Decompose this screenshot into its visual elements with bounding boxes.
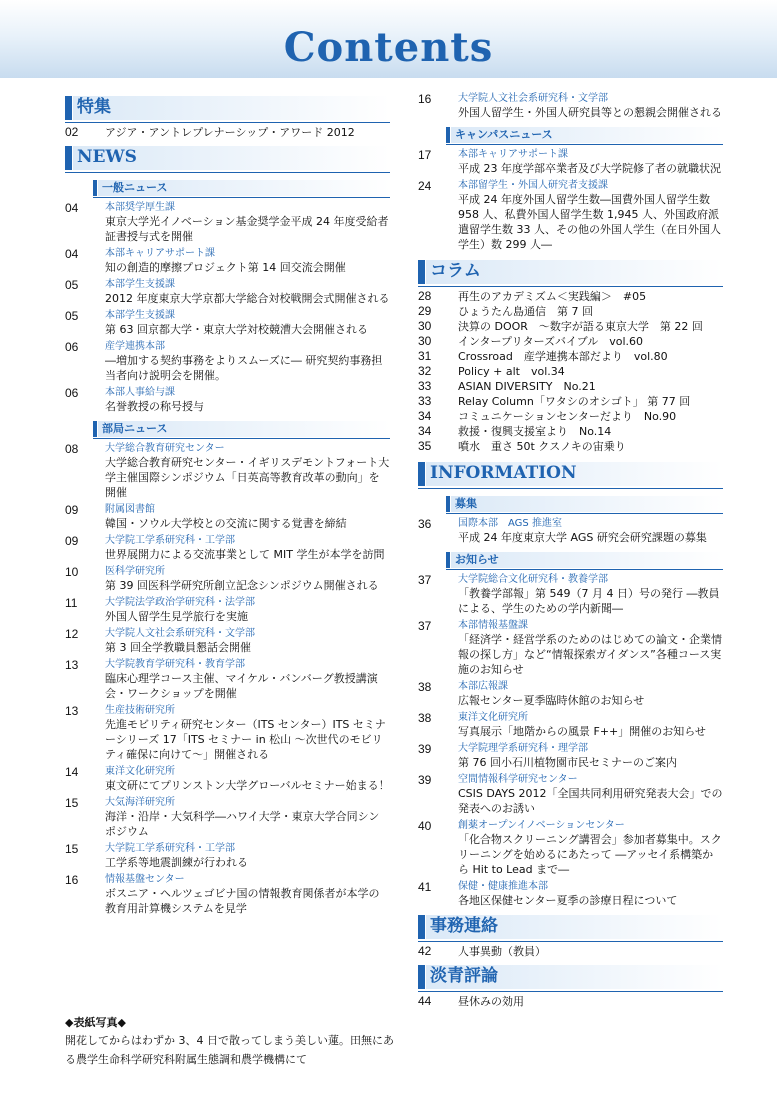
entry-title: 噴水 重さ 50t クスノキの宙乗り <box>458 440 626 453</box>
section-column <box>418 256 723 287</box>
tokushu-list <box>65 125 390 140</box>
page-number: 10 <box>65 565 79 579</box>
page-number: 06 <box>65 386 79 400</box>
page-number: 02 <box>65 125 79 139</box>
toc-entry <box>418 819 723 877</box>
subsection-general-news <box>93 179 390 198</box>
department-label: 本部情報基盤課 <box>458 620 528 631</box>
entry-title: 第 63 回京都大学・東京大学対校競漕大会開催される <box>105 323 368 336</box>
toc-entry <box>418 944 723 959</box>
entry-title: 東文研にてプリンストン大学グローバルセミナー始まる！ <box>105 779 390 792</box>
page-title: Contents <box>283 24 494 71</box>
entry-title: 「化合物スクリーニング講習会」参加者募集中。スクリーニングを始めるにあたって ―アッセイ系構築から Hit to Lead まで― <box>458 833 722 876</box>
right-top-list <box>418 92 723 120</box>
department-label: 大学院工学系研究科・工学部 <box>105 843 235 854</box>
entry-title: 救援・復興支援室より No.14 <box>458 425 612 438</box>
cover-photo-note <box>65 1015 395 1069</box>
department-label: 大学院工学系研究科・工学部 <box>105 535 235 546</box>
entry-title: 韓国・ソウル大学校との交流に関する覚書を締結 <box>105 517 347 530</box>
toc-entry <box>65 842 390 870</box>
department-label: 本部キャリアサポート課 <box>458 149 568 160</box>
entry-title: 平成 24 年度東京大学 AGS 研究会研究課題の募集 <box>458 531 707 544</box>
entry-title: 東京大学光イノベーション基金奨学金平成 24 年度受給者証書授与式を開催 <box>105 215 389 243</box>
page-number: 12 <box>65 627 79 641</box>
section-heading: INFORMATION <box>430 463 577 483</box>
entry-title: 名誉教授の称号授与 <box>105 400 204 413</box>
section-heading: 事務連絡 <box>430 916 498 936</box>
toc-entry <box>65 278 390 306</box>
page-number: 30 <box>418 334 432 348</box>
page-number: 09 <box>65 534 79 548</box>
department-label: 空間情報科学研究センター <box>458 774 578 785</box>
section-news <box>65 142 390 173</box>
toc-entry <box>65 534 390 562</box>
jimu-list <box>418 944 723 959</box>
entry-title: 2012 年度東京大学京都大学総合対校戦開会式開催される <box>105 292 390 305</box>
department-label: 大学院教育学研究科・教育学部 <box>105 659 245 670</box>
entry-title: 海洋・沿岸・大気科学―ハワイ大学・東京大学合同シンポジウム <box>105 810 380 838</box>
entry-title: 先進モビリティ研究センター（ITS センター）ITS セミナーシリーズ 17「ITS セミナー in 松山 ～次世代のモビリティ確保に向けて～」開催される <box>105 718 386 761</box>
page-number: 16 <box>65 873 79 887</box>
toc-entry <box>418 439 723 454</box>
toc-entry <box>418 349 723 364</box>
subsection-heading: お知らせ <box>455 553 499 566</box>
bukyoku-news-list <box>65 442 390 916</box>
entry-title: 昼休みの効用 <box>458 995 524 1008</box>
section-sekisei <box>418 961 723 992</box>
toc-entry <box>418 92 723 120</box>
subsection-heading: キャンパスニュース <box>455 128 553 141</box>
subsection-boshu <box>446 495 723 514</box>
section-jimu <box>418 911 723 942</box>
toc-entry <box>418 680 723 708</box>
department-label: 大学総合教育研究センター <box>105 443 225 454</box>
entry-title: Crossroad 産学連携本部だより vol.80 <box>458 350 668 363</box>
department-label: 東洋文化研究所 <box>105 766 175 777</box>
toc-entry <box>65 704 390 762</box>
subsection-campus-news <box>446 126 723 145</box>
department-label: 産学連携本部 <box>105 341 165 352</box>
toc-entry <box>418 994 723 1009</box>
department-label: 大学院人文社会系研究科・文学部 <box>458 93 608 104</box>
toc-entry <box>418 742 723 770</box>
entry-title: 世界展開力による交流事業として MIT 学生が本学を訪問 <box>105 548 385 561</box>
toc-entry <box>418 711 723 739</box>
page-number: 39 <box>418 742 432 756</box>
toc-entry <box>65 765 390 793</box>
page-number: 42 <box>418 944 432 958</box>
department-label: 本部学生支援課 <box>105 310 175 321</box>
toc-entry <box>418 773 723 816</box>
page-number: 39 <box>418 773 432 787</box>
page-number: 06 <box>65 340 79 354</box>
subsection-oshirase <box>446 551 723 570</box>
sekisei-list <box>418 994 723 1009</box>
subsection-heading: 一般ニュース <box>102 181 168 194</box>
entry-title: 平成 23 年度学部卒業者及び大学院修了者の就職状況 <box>458 162 721 175</box>
toc-entry <box>418 573 723 616</box>
toc-entry <box>418 148 723 176</box>
entry-title: 外国人留学生・外国人研究員等との懇親会開催される <box>458 106 722 119</box>
toc-entry <box>65 796 390 839</box>
page-number: 16 <box>418 92 432 106</box>
page-number: 28 <box>418 289 432 303</box>
page-number: 34 <box>418 424 432 438</box>
page-number: 33 <box>418 379 432 393</box>
page-number: 38 <box>418 711 432 725</box>
page-number: 32 <box>418 364 432 378</box>
toc-entry <box>65 386 390 414</box>
column-list <box>418 289 723 454</box>
page-number: 37 <box>418 619 432 633</box>
entry-title: アジア・アントレプレナーシップ・アワード 2012 <box>105 126 355 139</box>
page-number: 36 <box>418 517 432 531</box>
section-heading: NEWS <box>77 147 137 167</box>
section-heading: 特集 <box>77 97 111 117</box>
toc-entry <box>418 289 723 304</box>
department-label: 情報基盤センター <box>105 874 185 885</box>
department-label: 大気海洋研究所 <box>105 797 175 808</box>
entry-title: 広報センター夏季臨時休館のお知らせ <box>458 694 645 707</box>
department-label: 国際本部 AGS 推進室 <box>458 518 562 529</box>
left-column <box>65 92 390 919</box>
toc-entry <box>65 627 390 655</box>
toc-entry <box>418 409 723 424</box>
department-label: 保健・健康推進本部 <box>458 881 548 892</box>
entry-title: 写真展示「地階からの風景 F++」開催のお知らせ <box>458 725 706 738</box>
toc-entry <box>65 658 390 701</box>
page-number: 29 <box>418 304 432 318</box>
page-number: 40 <box>418 819 432 833</box>
toc-entry <box>418 179 723 252</box>
entry-title: 平成 24 年度外国人留学生数―国費外国人留学生数 958 人、私費外国人留学生数 1,945 人、外国政府派遣留学生数 33 人、その他の外国人学生（在日外国人学生）数 299 人― <box>458 193 721 251</box>
subsection-heading: 部局ニュース <box>102 422 168 435</box>
oshirase-list <box>418 573 723 908</box>
page-number: 30 <box>418 319 432 333</box>
section-heading: 淡青評論 <box>430 966 498 986</box>
section-information <box>418 458 723 489</box>
entry-title: 工学系等地震訓練が行われる <box>105 856 248 869</box>
entry-title: 第 39 回医科学研究所創立記念シンポジウム開催される <box>105 579 379 592</box>
toc-entry <box>65 596 390 624</box>
section-tokushu <box>65 92 390 123</box>
page-number: 15 <box>65 796 79 810</box>
entry-title: 人事異動（教員） <box>458 945 546 958</box>
section-heading: コラム <box>430 261 481 281</box>
subsection-heading: 募集 <box>455 497 477 510</box>
department-label: 大学院理学系研究科・理学部 <box>458 743 588 754</box>
campus-news-list <box>418 148 723 252</box>
toc-entry <box>418 619 723 677</box>
toc-entry <box>418 517 723 545</box>
subsection-bukyoku-news <box>93 420 390 439</box>
department-label: 創薬オープンイノベーションセンター <box>458 820 625 831</box>
toc-entry <box>65 503 390 531</box>
entry-title: 第 76 回小石川植物園市民セミナーのご案内 <box>458 756 677 769</box>
page-number: 44 <box>418 994 432 1008</box>
department-label: 東洋文化研究所 <box>458 712 528 723</box>
entry-title: 「教養学部報」第 549（7 月 4 日）号の発行 ―教員による、学生のための学内新聞― <box>458 587 720 615</box>
entry-title: 大学総合教育研究センター・イギリスデモントフォート大学主催国際シンポジウム「日英高等教育改革の動向」を開催 <box>105 456 390 499</box>
toc-entry <box>418 424 723 439</box>
department-label: 医科学研究所 <box>105 566 165 577</box>
general-news-list <box>65 201 390 414</box>
page-number: 04 <box>65 201 79 215</box>
entry-title: 再生のアカデミズム＜実践編＞ #05 <box>458 290 647 303</box>
department-label: 附属図書館 <box>105 504 155 515</box>
page-number: 15 <box>65 842 79 856</box>
page-number: 09 <box>65 503 79 517</box>
toc-entry <box>418 394 723 409</box>
entry-title: 第 3 回全学教職員懇話会開催 <box>105 641 251 654</box>
department-label: 大学院法学政治学研究科・法学部 <box>105 597 255 608</box>
entry-title: 決算の DOOR ～数字が語る東京大学 第 22 回 <box>458 320 703 333</box>
entry-title: 各地区保健センター夏季の診療日程について <box>458 894 678 907</box>
toc-entry <box>418 379 723 394</box>
entry-title: Relay Column「ワタシのオシゴト」 第 77 回 <box>458 395 691 408</box>
page-number: 14 <box>65 765 79 779</box>
toc-entry <box>65 125 390 140</box>
page-number: 24 <box>418 179 432 193</box>
page-number: 31 <box>418 349 432 363</box>
toc-entry <box>65 565 390 593</box>
entry-title: 臨床心理学コース主催、マイケル・バンバーグ教授講演会・ワークショップを開催 <box>105 672 378 700</box>
entry-title: ―増加する契約事務をよりスムーズに― 研究契約事務担当者向け説明会を開催。 <box>105 354 383 382</box>
toc-entry <box>65 442 390 500</box>
department-label: 本部広報課 <box>458 681 508 692</box>
department-label: 生産技術研究所 <box>105 705 175 716</box>
contents-banner <box>0 0 777 78</box>
page-number: 13 <box>65 704 79 718</box>
cover-photo-text: 開花してからはわずか 3、4 日で散ってしまう美しい蓮。田無にある農学生命科学研究科附属生態調和農学機構にて <box>65 1034 394 1066</box>
department-label: 本部キャリアサポート課 <box>105 248 215 259</box>
entry-title: コミュニケーションセンターだより No.90 <box>458 410 677 423</box>
toc-entry <box>65 247 390 275</box>
page-number: 37 <box>418 573 432 587</box>
entry-title: インタープリターズバイブル vol.60 <box>458 335 644 348</box>
page-number: 05 <box>65 278 79 292</box>
toc-entry <box>65 873 390 916</box>
toc-entry <box>418 880 723 908</box>
boshu-list <box>418 517 723 545</box>
page-number: 17 <box>418 148 432 162</box>
entry-title: Policy + alt vol.34 <box>458 365 565 378</box>
toc-entry <box>65 201 390 244</box>
department-label: 本部人事給与課 <box>105 387 175 398</box>
department-label: 本部留学生・外国人研究者支援課 <box>458 180 608 191</box>
toc-entry <box>418 304 723 319</box>
page-number: 33 <box>418 394 432 408</box>
entry-title: ボスニア・ヘルツェゴビナ国の情報教育関係者が本学の教育用計算機システムを見学 <box>105 887 380 915</box>
page-number: 11 <box>65 596 78 610</box>
page-number: 34 <box>418 409 432 423</box>
toc-entry <box>65 340 390 383</box>
page-number: 04 <box>65 247 79 261</box>
toc-entry <box>418 319 723 334</box>
department-label: 本部学生支援課 <box>105 279 175 290</box>
page-number: 08 <box>65 442 79 456</box>
entry-title: ひょうたん島通信 第 7 回 <box>458 305 593 318</box>
page-number: 35 <box>418 439 432 453</box>
page-number: 13 <box>65 658 79 672</box>
department-label: 大学院人文社会系研究科・文学部 <box>105 628 255 639</box>
entry-title: 外国人留学生見学旅行を実施 <box>105 610 248 623</box>
entry-title: 知の創造的摩擦プロジェクト第 14 回交流会開催 <box>105 261 346 274</box>
entry-title: 「経済学・経営学系のためのはじめての論文・企業情報の探し方」など“情報探索ガイダンス”各種コース実施のお知らせ <box>458 633 722 676</box>
entry-title: ASIAN DIVERSITY No.21 <box>458 380 596 393</box>
toc-entry <box>65 309 390 337</box>
department-label: 本部奨学厚生課 <box>105 202 175 213</box>
page-number: 41 <box>418 880 432 894</box>
toc-entry <box>418 364 723 379</box>
right-column <box>418 92 723 1009</box>
page-number: 38 <box>418 680 432 694</box>
cover-photo-heading: ◆表紙写真◆ <box>65 1016 126 1029</box>
department-label: 大学院総合文化研究科・教養学部 <box>458 574 608 585</box>
entry-title: CSIS DAYS 2012「全国共同利用研究発表大会」での発表へのお誘い <box>458 787 723 815</box>
toc-entry <box>418 334 723 349</box>
page-number: 05 <box>65 309 79 323</box>
